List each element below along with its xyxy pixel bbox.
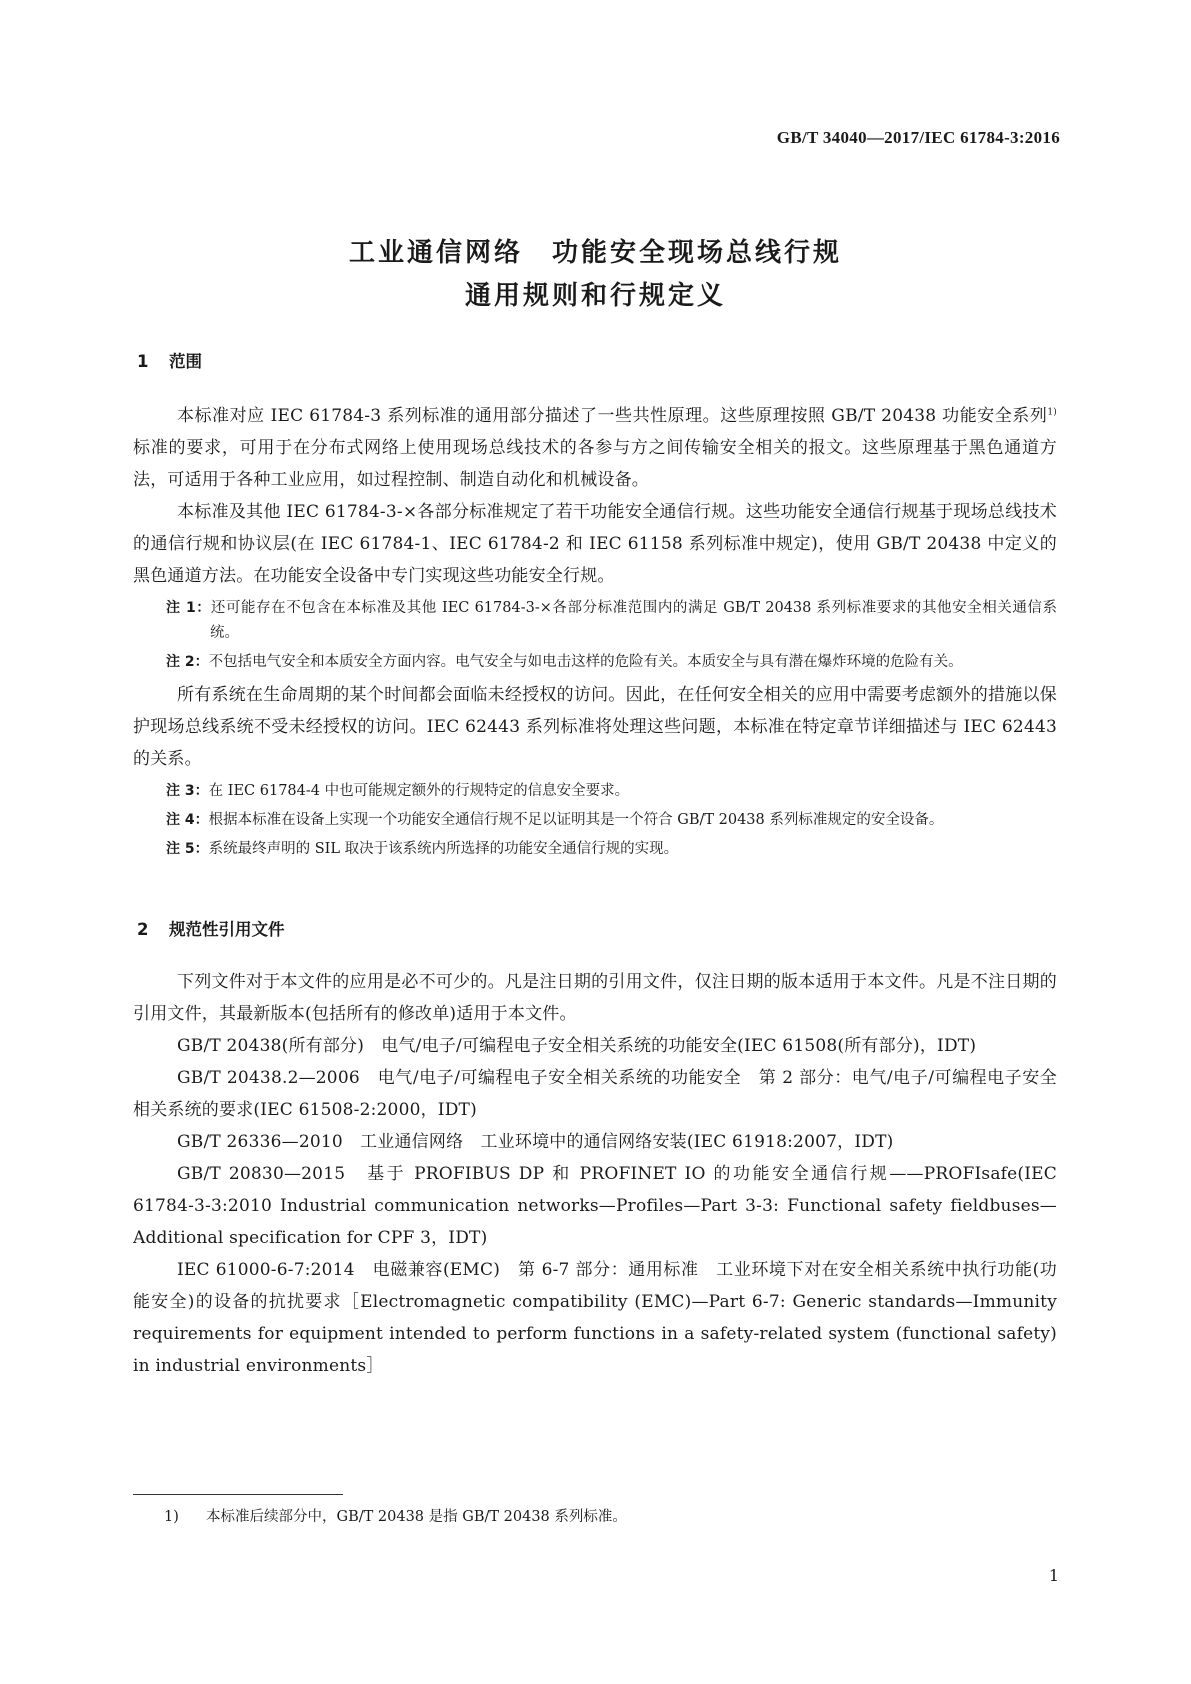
note-5-label: 注 5：	[166, 841, 209, 857]
note-2-text: 不包括电气安全和本质安全方面内容。电气安全与如电击这样的危险有关。本质安全与具有潜在爆炸环境的危险有关。	[208, 654, 963, 670]
footnote-separator	[133, 1494, 343, 1495]
reference-gbt-20438-2: GB/T 20438.2—2006 电气/电子/可编程电子安全相关系统的功能安全 第 2 部分：电气/电子/可编程电子安全相关系统的要求(IEC 61508-2:2000，IDT)	[133, 1068, 1057, 1120]
note-3	[133, 779, 1057, 804]
reference-gbt-20438: GB/T 20438(所有部分) 电气/电子/可编程电子安全相关系统的功能安全(IEC 61508(所有部分)，IDT)	[177, 1036, 977, 1056]
normative-intro: 下列文件对于本文件的应用是必不可少的。凡是注日期的引用文件，仅注日期的版本适用于本文件。凡是不注日期的引用文件，其最新版本(包括所有的修改单)适用于本文件。	[133, 972, 1057, 1024]
note-4-text: 根据本标准在设备上实现一个功能安全通信行规不足以证明其是一个符合 GB/T 20438 系列标准规定的安全设备。	[208, 812, 944, 828]
section-1-heading	[137, 348, 202, 372]
note-1	[133, 596, 1057, 646]
note-4-label: 注 4：	[166, 812, 209, 828]
note-5	[133, 837, 1057, 862]
note-2-label: 注 2：	[166, 654, 209, 670]
reference-iec-61000-6-7: IEC 61000-6-7:2014 电磁兼容(EMC) 第 6-7 部分：通用标准 工业环境下对在安全相关系统中执行功能(功能安全)的设备的抗扰要求［Electromagnetic compatibility (EMC)—Part 6-7: Generic standards—Immunity requirements for equipment intended to perform functions in a safety-related system (functional safety) in industrial environments］	[133, 1260, 1057, 1376]
title-line-2: 通用规则和行规定义	[464, 281, 726, 311]
footnote-1-number: 1)	[164, 1509, 179, 1525]
scope-paragraph-1	[133, 400, 1057, 496]
note-3-text: 在 IEC 61784-4 中也可能规定额外的行规特定的信息安全要求。	[208, 783, 630, 799]
note-5-text: 系统最终声明的 SIL 取决于该系统内所选择的功能安全通信行规的实现。	[208, 841, 679, 857]
note-1-text: 还可能存在不包含在本标准及其他 IEC 61784-3-×各部分标准范围内的满足 GB/T 20438 系列标准要求的其他安全相关通信系统。	[210, 600, 1057, 641]
section-1-number: 1	[137, 352, 149, 371]
footnote-ref-1[interactable]: 1)	[1047, 407, 1057, 418]
section-2-heading	[137, 916, 285, 940]
footnote-1	[164, 1505, 627, 1526]
section-2-title: 规范性引用文件	[169, 920, 285, 939]
note-3-label: 注 3：	[166, 783, 209, 799]
footnote-1-text: 本标准后续部分中，GB/T 20438 是指 GB/T 20438 系列标准。	[206, 1509, 627, 1525]
title-line-1: 工业通信网络 功能安全现场总线行规	[348, 238, 842, 268]
section-1-title: 范围	[169, 352, 202, 371]
note-4	[133, 808, 1057, 833]
reference-gbt-26336: GB/T 26336—2010 工业通信网络 工业环境中的通信网络安装(IEC 61918:2007，IDT)	[177, 1132, 894, 1152]
scope-paragraph-1-part-a: 本标准对应 IEC 61784-3 系列标准的通用部分描述了一些共性原理。这些原理按照 GB/T 20438 功能安全系列	[177, 406, 1048, 426]
note-2	[133, 650, 1057, 675]
scope-paragraph-3: 所有系统在生命周期的某个时间都会面临未经授权的访问。因此，在任何安全相关的应用中需要考虑额外的措施以保护现场总线系统不受未经授权的访问。IEC 62443 系列标准将处理这些问题，本标准在特定章节详细描述与 IEC 62443 的关系。	[133, 685, 1057, 769]
scope-paragraph-2: 本标准及其他 IEC 61784-3-×各部分标准规定了若干功能安全通信行规。这些功能安全通信行规基于现场总线技术的通信行规和协议层(在 IEC 61784-1、IEC 61784-2 和 IEC 61158 系列标准中规定)，使用 GB/T 20438 中定义的黑色通道方法。在功能安全设备中专门实现这些功能安全行规。	[133, 502, 1057, 586]
standard-code-header: GB/T 34040—2017/IEC 61784-3:2016	[776, 128, 1060, 147]
reference-gbt-20830: GB/T 20830—2015 基于 PROFIBUS DP 和 PROFINET IO 的功能安全通信行规——PROFIsafe(IEC 61784-3-3:2010 Industrial communication networks—Profiles—Part 3-3: Functional safety fieldbuses—Additional specification for CPF 3，IDT)	[133, 1164, 1057, 1248]
section-2-number: 2	[137, 920, 149, 939]
page-number: 1	[1048, 1566, 1059, 1585]
note-1-label: 注 1：	[166, 600, 211, 616]
section-2-body	[133, 966, 1057, 1382]
section-1-body	[133, 400, 1057, 866]
scope-paragraph-1-part-b: 标准的要求，可用于在分布式网络上使用现场总线技术的各参与方之间传输安全相关的报文。这些原理基于黑色通道方法，可适用于各种工业应用，如过程控制、制造自动化和机械设备。	[133, 438, 1057, 490]
